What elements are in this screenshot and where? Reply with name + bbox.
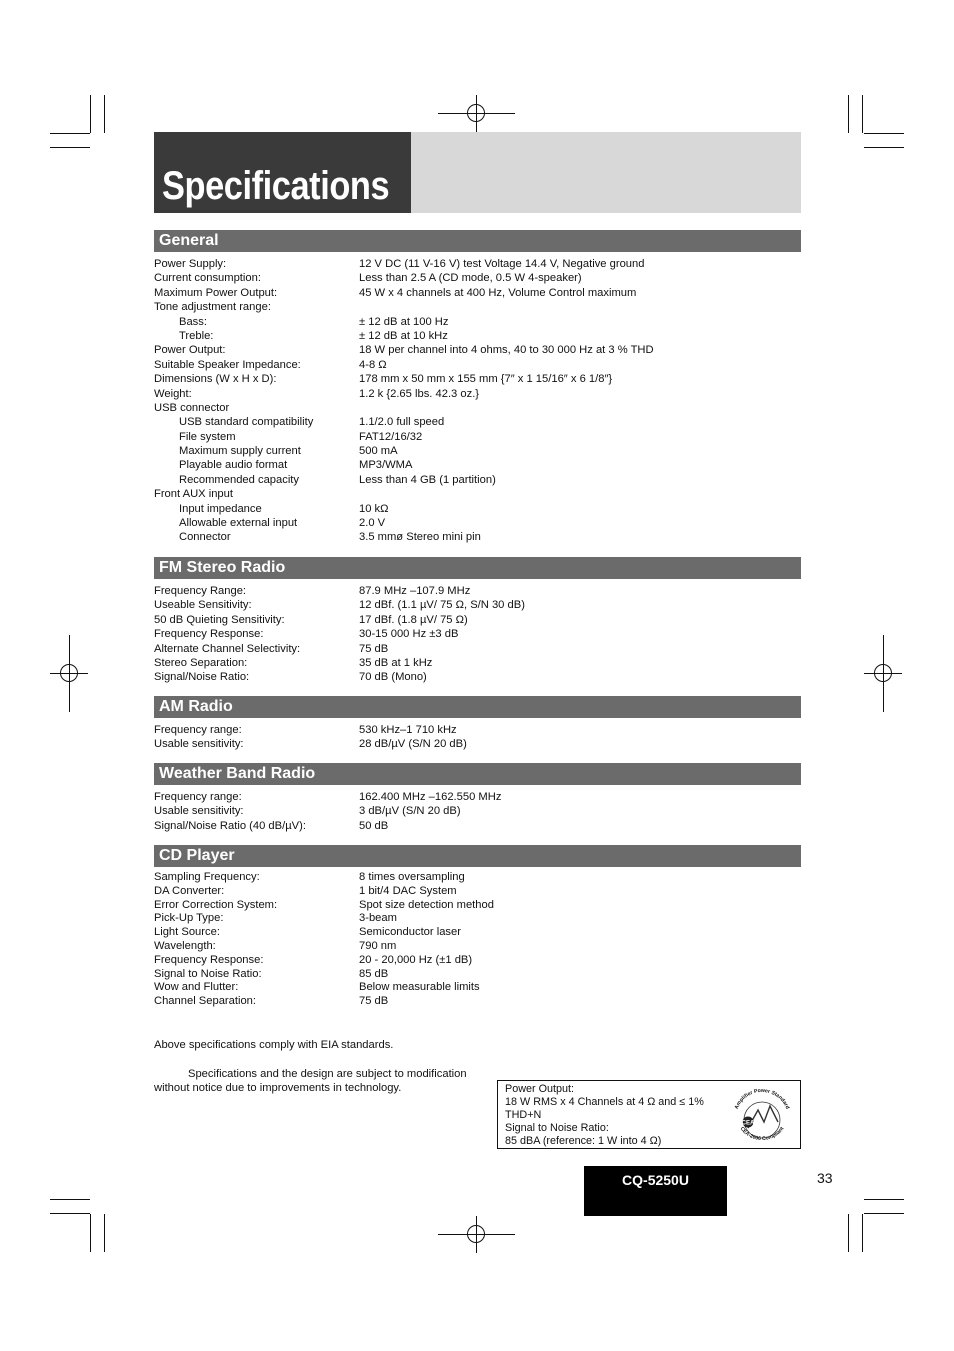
spec-label: USB connector xyxy=(154,401,230,414)
spec-row xyxy=(154,723,801,737)
spec-value: 530 kHz–1 710 kHz xyxy=(359,724,457,736)
spec-label: 50 dB Quieting Sensitivity: xyxy=(154,613,285,626)
spec-value: Less than 4 GB (1 partition) xyxy=(359,473,496,486)
spec-row xyxy=(154,598,801,612)
spec-value: 4-8 Ω xyxy=(359,358,387,371)
spec-label: DA Converter: xyxy=(154,884,225,897)
spec-label: Frequency range: xyxy=(154,791,242,803)
spec-row xyxy=(154,790,801,804)
spec-value: 20 - 20,000 Hz (±1 dB) xyxy=(359,953,473,966)
spec-label: Pick-Up Type: xyxy=(154,912,224,925)
spec-row xyxy=(154,926,801,940)
spec-row xyxy=(154,271,801,285)
svg-text:CEA: CEA xyxy=(741,1120,755,1127)
spec-label: Current consumption: xyxy=(154,272,261,285)
cea-logo-icon xyxy=(726,1082,798,1148)
spec-row xyxy=(154,819,801,833)
section-title: AM Radio xyxy=(159,698,233,715)
section-header-general xyxy=(154,230,801,252)
spec-row xyxy=(154,613,801,627)
spec-label: Recommended capacity xyxy=(179,473,300,486)
spec-value: 3 dB/µV (S/N 20 dB) xyxy=(359,805,461,818)
spec-row xyxy=(154,415,801,429)
spec-label: Suitable Speaker Impedance: xyxy=(154,358,301,371)
section-title: General xyxy=(159,232,219,249)
section-header-weather xyxy=(154,763,801,785)
spec-row xyxy=(154,372,801,386)
spec-row xyxy=(154,430,801,444)
spec-row xyxy=(154,804,801,818)
spec-label: File system xyxy=(179,430,236,443)
spec-row xyxy=(154,912,801,926)
section-header-cd xyxy=(154,845,801,867)
spec-value: 12 dBf. (1.1 µV/ 75 Ω, S/N 30 dB) xyxy=(359,599,525,612)
spec-value: 3-beam xyxy=(359,912,397,925)
spec-label: Wavelength: xyxy=(154,939,216,952)
page-title: Specifications xyxy=(162,164,390,208)
cea-line: THD+N xyxy=(505,1109,542,1121)
spec-label: Dimensions (W x H x D): xyxy=(154,373,277,386)
spec-value: 12 V DC (11 V-16 V) test Voltage 14.4 V, Negative ground xyxy=(359,258,645,270)
spec-label: Front AUX input xyxy=(154,488,233,501)
spec-row xyxy=(154,329,801,343)
spec-row xyxy=(154,737,801,751)
spec-value: FAT12/16/32 xyxy=(359,430,423,443)
title-band xyxy=(411,132,801,213)
spec-row xyxy=(154,315,801,329)
spec-row xyxy=(154,343,801,357)
spec-list-fm xyxy=(154,584,801,685)
spec-value: 45 W x 4 channels at 400 Hz, Volume Control maximum xyxy=(359,286,637,299)
spec-value: 500 mA xyxy=(359,445,398,458)
svg-text:Amplifier Power Standard: Amplifier Power Standard xyxy=(733,1087,791,1111)
section-header-am xyxy=(154,696,801,718)
spec-label: Usable sensitivity: xyxy=(154,738,244,751)
spec-row xyxy=(154,871,801,885)
spec-value: 35 dB at 1 kHz xyxy=(359,656,433,669)
modification-note-line2: without notice due to improvements in technology. xyxy=(154,1082,402,1094)
spec-label: Weight: xyxy=(154,387,192,400)
spec-value: 75 dB xyxy=(359,995,389,1008)
modification-note-line1: Specifications and the design are subject to modification xyxy=(188,1068,467,1080)
spec-value: 1.1/2.0 full speed xyxy=(359,416,445,429)
spec-row xyxy=(154,458,801,472)
spec-list-general xyxy=(154,257,801,545)
spec-value: 28 dB/µV (S/N 20 dB) xyxy=(359,738,467,751)
spec-label: Power Output: xyxy=(154,344,226,357)
cea-line: Power Output: xyxy=(505,1083,575,1095)
spec-row xyxy=(154,885,801,899)
spec-value: 50 dB xyxy=(359,819,389,832)
spec-list-am xyxy=(154,723,801,752)
spec-value: 790 nm xyxy=(359,939,397,952)
spec-value: 30-15 000 Hz ±3 dB xyxy=(359,628,459,641)
spec-label: Frequency Response: xyxy=(154,628,264,641)
spec-row xyxy=(154,642,801,656)
section-title: CD Player xyxy=(159,847,235,864)
spec-value: Spot size detection method xyxy=(359,898,494,911)
spec-value: 2.0 V xyxy=(359,517,386,530)
spec-label: Power Supply: xyxy=(154,258,227,270)
spec-list-weather xyxy=(154,790,801,833)
spec-row xyxy=(154,387,801,401)
cea-compliance-box xyxy=(497,1080,801,1149)
spec-row xyxy=(154,656,801,670)
section-title: FM Stereo Radio xyxy=(159,559,286,576)
model-badge xyxy=(584,1166,727,1216)
spec-value: 87.9 MHz –107.9 MHz xyxy=(359,585,471,597)
spec-value: MP3/WMA xyxy=(359,459,413,472)
spec-value: 18 W per channel into 4 ohms, 40 to 30 000 Hz at 3 % THD xyxy=(359,344,654,357)
spec-list-cd xyxy=(154,871,801,1009)
spec-value: Semiconductor laser xyxy=(359,926,461,939)
cea-line: 85 dBA (reference: 1 W into 4 Ω) xyxy=(505,1135,662,1147)
cea-text xyxy=(505,1083,704,1148)
spec-row xyxy=(154,940,801,954)
spec-label: Maximum supply current xyxy=(179,445,301,458)
spec-value: 162.400 MHz –162.550 MHz xyxy=(359,791,502,803)
section-title: Weather Band Radio xyxy=(159,765,316,782)
spec-row xyxy=(154,487,801,501)
spec-label: USB standard compatibility xyxy=(179,416,314,429)
spec-label: Signal/Noise Ratio (40 dB/µV): xyxy=(154,819,306,832)
spec-label: Connector xyxy=(179,531,231,544)
spec-label: Light Source: xyxy=(154,926,220,939)
spec-label: Wow and Flutter: xyxy=(154,981,239,994)
spec-label: Frequency Range: xyxy=(154,585,247,597)
spec-row xyxy=(154,954,801,968)
spec-value: 10 kΩ xyxy=(359,502,389,515)
spec-row xyxy=(154,444,801,458)
spec-label: Useable Sensitivity: xyxy=(154,599,252,612)
spec-label: Stereo Separation: xyxy=(154,656,248,669)
spec-value: 85 dB xyxy=(359,967,389,980)
spec-value: 1 bit/4 DAC System xyxy=(359,884,457,897)
spec-value: ± 12 dB at 100 Hz xyxy=(359,315,449,328)
spec-label: Playable audio format xyxy=(179,459,288,472)
spec-row xyxy=(154,627,801,641)
spec-label: Error Correction System: xyxy=(154,898,278,911)
spec-label: Tone adjustment range: xyxy=(154,301,271,314)
spec-row xyxy=(154,995,801,1009)
spec-row xyxy=(154,502,801,516)
spec-value: 70 dB (Mono) xyxy=(359,671,427,684)
spec-value: 3.5 mmø Stereo mini pin xyxy=(359,531,481,544)
spec-label: Maximum Power Output: xyxy=(154,286,278,299)
spec-value: 17 dBf. (1.8 µV/ 75 Ω) xyxy=(359,613,468,626)
section-header-fm xyxy=(154,557,801,579)
cea-line: 18 W RMS x 4 Channels at 4 Ω and ≤ 1% xyxy=(505,1096,704,1108)
spec-value: 8 times oversampling xyxy=(359,871,465,883)
spec-label: Channel Separation: xyxy=(154,995,257,1008)
spec-value: Less than 2.5 A (CD mode, 0.5 W 4-speaker) xyxy=(359,272,582,285)
spec-label: Bass: xyxy=(179,315,207,328)
spec-row xyxy=(154,516,801,530)
model-name: CQ-5250U xyxy=(622,1172,689,1188)
spec-label: Usable sensitivity: xyxy=(154,805,244,818)
spec-row xyxy=(154,584,801,598)
cea-line: Signal to Noise Ratio: xyxy=(505,1122,609,1134)
spec-label: Allowable external input xyxy=(179,517,298,530)
spec-row xyxy=(154,899,801,913)
svg-text:CEA-2006 Compliant: CEA-2006 Compliant xyxy=(738,1125,786,1143)
spec-value: ± 12 dB at 10 kHz xyxy=(359,329,448,342)
spec-row xyxy=(154,473,801,487)
spec-label: Signal/Noise Ratio: xyxy=(154,671,250,684)
spec-label: Treble: xyxy=(179,329,214,342)
spec-label: Frequency range: xyxy=(154,724,242,736)
spec-value: 178 mm x 50 mm x 155 mm {7″ x 1 15/16″ x 6 1/8″} xyxy=(359,373,613,386)
spec-row xyxy=(154,300,801,314)
spec-label: Input impedance xyxy=(179,502,262,515)
page-number: 33 xyxy=(817,1170,833,1186)
spec-label: Frequency Response: xyxy=(154,953,264,966)
spec-row xyxy=(154,670,801,684)
eia-note: Above specifications comply with EIA standards. xyxy=(154,1039,394,1051)
spec-label: Sampling Frequency: xyxy=(154,871,260,883)
spec-value: 1.2 k {2.65 lbs. 42.3 oz.} xyxy=(359,387,480,400)
spec-label: Signal to Noise Ratio: xyxy=(154,967,262,980)
spec-row xyxy=(154,968,801,982)
spec-row xyxy=(154,286,801,300)
spec-value: Below measurable limits xyxy=(359,981,480,994)
spec-row xyxy=(154,530,801,544)
spec-value: 75 dB xyxy=(359,642,389,655)
spec-row xyxy=(154,257,801,271)
spec-row xyxy=(154,358,801,372)
spec-row xyxy=(154,401,801,415)
spec-row xyxy=(154,981,801,995)
spec-label: Alternate Channel Selectivity: xyxy=(154,642,301,655)
